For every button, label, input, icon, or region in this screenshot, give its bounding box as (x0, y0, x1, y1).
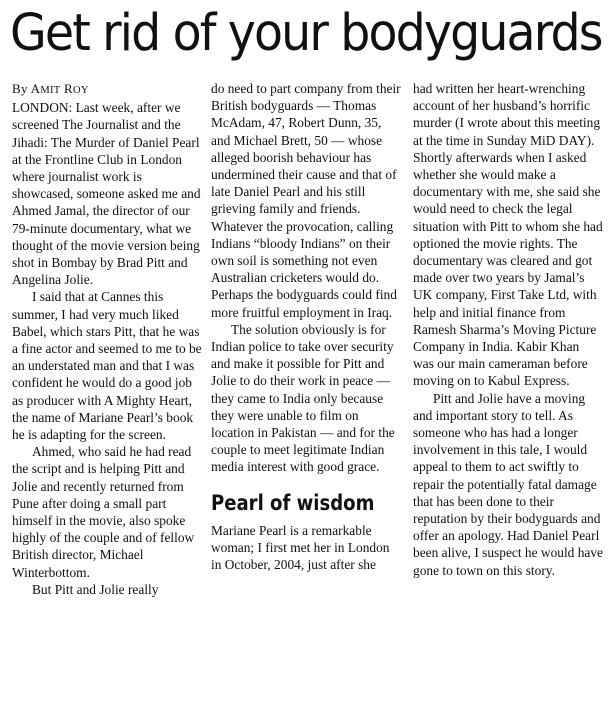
paragraph: Mariane Pearl is a remarkable woman; I first met her in London in October, 2004, just after she (211, 522, 390, 573)
paragraph: I said that at Cannes this summer, I had very much liked Babel, which stars Pitt, that he was a fine actor and seemed to me to be an understated man and that I was confident he would do a good job as producer with A Mighty Heart, the name of Mariane Pearl’s book he is adapting for the screen. (12, 289, 202, 443)
byline-first-rest: MIT (40, 85, 61, 96)
column-3 (413, 80, 603, 579)
paragraph: Ahmed, who said he had read the script and is helping Pitt and Jolie and recently returned from Pune after doing a small part himself in the movie, also spoke highly of the couple and of fellow British director, Michael Winterbottom. (12, 444, 195, 580)
paragraph: Pitt and Jolie have a moving and important story to tell. As someone who has had a longer involvement in this tale, I would appeal to them to act swiftly to repair the potentially fatal damage that has been done to their reputation by their bodyguards and offer an apology. Had Daniel Pearl been alive, I suspect he would have gone to town on this story. (413, 390, 604, 578)
subheading: Pearl of wisdom (211, 490, 375, 515)
paragraph: The solution obviously is for Indian police to take over security and make it possible for Pitt and Jolie to do their work in peace — they came to India only because they were unable to film on location in Pakistan — and for the couple to meet legitimate Indian media interest with good grace. (211, 321, 395, 475)
byline (12, 80, 202, 99)
column-2 (211, 80, 401, 573)
paragraph: But Pitt and Jolie really (32, 581, 159, 597)
headline: Get rid of your bodyguards (10, 4, 602, 63)
paragraph: do need to part company from their British bodyguards — Thomas McAdam, 47, Robert Dunn, 35, and Michael Brett, 50 — whose alleged boorish behaviour has undermined their cause and that of late Daniel Pearl and his still grieving family and friends. Whatever the provocation, calling Indians “bloody Indians” on their own soil is something not even Australian cricketers would do. Perhaps the bodyguards could find more fruitful employment in Iraq. (211, 81, 401, 320)
column-1 (12, 80, 202, 598)
byline-last-initial: R (64, 81, 74, 96)
byline-last-rest: OY (73, 85, 89, 96)
byline-first-initial: A (30, 81, 41, 96)
paragraph: had written her heart-wrenching account of her husband’s horrific murder (I wrote about this meeting at the time in Sunday MiD DAY). Shortly afterwards when I asked whether she would make a documentary with me, she said she would need to check the legal situation with Pitt to whom she had optioned the movie rights. The documentary was cleared and got made over two years by Jamal’s UK company, First Take Ltd, with help and initial finance from Ramesh Sharma’s Moving Picture Company in India. Kabir Khan was our main cameraman before moving on to Kabul Express. (413, 81, 603, 389)
paragraph: LONDON: Last week, after we screened The Journalist and the Jihadi: The Murder of Daniel Pearl at the Frontline Club in London where journalist work is showcased, someone asked me and Ahmed Jamal, the director of our 79-minute documentary, what we thought of the movie version being shot in Bombay by Brad Pitt and Angelina Jolie. (12, 100, 201, 288)
byline-prefix: By (12, 81, 28, 96)
